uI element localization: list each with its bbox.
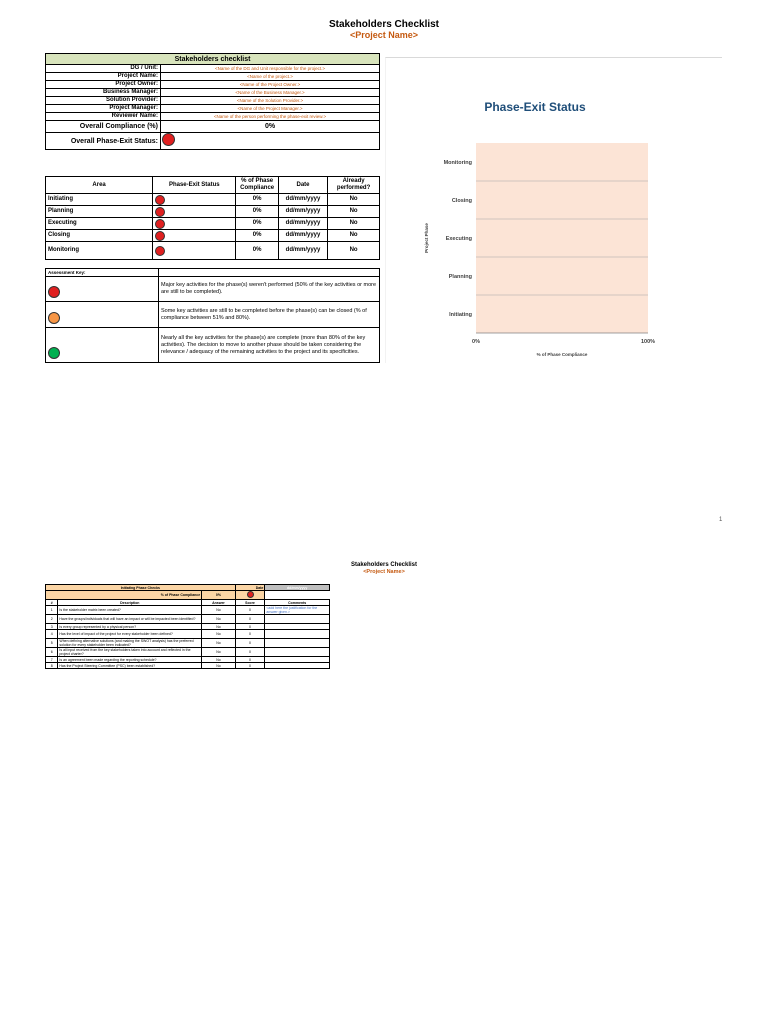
overall-status-label: Overall Phase-Exit Status: xyxy=(46,133,161,150)
area-performed[interactable]: No xyxy=(328,242,380,260)
checks-table xyxy=(45,584,330,669)
info-value[interactable]: <Name of the Solution Provider.> xyxy=(161,97,380,105)
key-orange-icon xyxy=(48,312,60,324)
check-answer[interactable]: No xyxy=(202,657,236,663)
info-row xyxy=(46,73,380,81)
info-value[interactable]: <Name of the DG and Unit responsible for the project.> xyxy=(161,65,380,73)
chart-x-tick-label: 100% xyxy=(640,339,656,345)
overall-compliance-value: 0% xyxy=(161,121,380,133)
check-comment[interactable] xyxy=(265,639,330,648)
info-row xyxy=(46,97,380,105)
area-row xyxy=(46,194,380,206)
checks-column-header: Answer xyxy=(202,600,236,606)
info-label: Solution Provider: xyxy=(46,97,161,105)
check-number: 1 xyxy=(46,606,58,615)
check-comment[interactable]: <add here the justification for the answer given.> xyxy=(265,606,330,615)
chart-plot-area xyxy=(476,143,648,333)
area-date[interactable]: dd/mm/yyyy xyxy=(278,218,327,230)
areas-column-header: % of Phase Compliance xyxy=(236,177,278,194)
check-answer[interactable]: No xyxy=(202,639,236,648)
info-row xyxy=(46,105,380,113)
checks-column-header: Score xyxy=(235,600,265,606)
info-value[interactable]: <Name of the Project Manager.> xyxy=(161,105,380,113)
area-status-cell xyxy=(153,206,236,218)
check-answer[interactable]: No xyxy=(202,648,236,657)
check-answer[interactable]: No xyxy=(202,624,236,630)
check-row xyxy=(46,606,330,615)
key-row xyxy=(46,328,380,363)
area-row xyxy=(46,230,380,242)
check-row xyxy=(46,639,330,648)
key-row xyxy=(46,302,380,328)
page-title: Stakeholders Checklist xyxy=(328,19,440,30)
page2-project-name: <Project Name> xyxy=(363,569,405,575)
check-number: 2 xyxy=(46,615,58,624)
check-description: When defining alternative solutions (and making the SWOT analysis) has the preferred solution for every stakeholder been indicated? xyxy=(58,639,202,648)
check-score: 0 xyxy=(235,606,265,615)
project-name: <Project Name> xyxy=(349,30,419,40)
info-row xyxy=(46,113,380,121)
check-score: 0 xyxy=(235,624,265,630)
page-number: 1 xyxy=(719,517,723,523)
info-label: Business Manager: xyxy=(46,89,161,97)
check-comment[interactable] xyxy=(265,663,330,669)
area-performed[interactable]: No xyxy=(328,194,380,206)
status-red-icon xyxy=(155,207,165,217)
check-number: 7 xyxy=(46,657,58,663)
check-answer[interactable]: No xyxy=(202,606,236,615)
chart-y-tick-label: Closing xyxy=(451,198,472,204)
chart-x-axis-label: % of Phase Compliance xyxy=(536,352,588,357)
check-score: 0 xyxy=(235,663,265,669)
check-row xyxy=(46,648,330,657)
area-performed[interactable]: No xyxy=(328,230,380,242)
status-red-icon xyxy=(155,231,165,241)
areas-column-header: Date xyxy=(278,177,327,194)
info-row xyxy=(46,89,380,97)
info-row xyxy=(46,81,380,89)
key-row xyxy=(46,277,380,302)
check-number: 5 xyxy=(46,639,58,648)
area-row xyxy=(46,206,380,218)
area-status-cell xyxy=(153,242,236,260)
check-description: Has the level of impact of the project for every stakeholder been defined? xyxy=(58,630,202,639)
info-label: Reviewer Name: xyxy=(46,113,161,121)
checks-column-header: Description xyxy=(58,600,202,606)
area-performed[interactable]: No xyxy=(328,218,380,230)
check-comment[interactable] xyxy=(265,648,330,657)
areas-column-header: Already performed? xyxy=(328,177,380,194)
key-icon-cell xyxy=(46,328,159,363)
key-text: Some key activities are still to be completed before the phase(s) can be closed (% of compliance between 51% and 80%). xyxy=(159,302,380,328)
check-score: 0 xyxy=(235,648,265,657)
phase-exit-chart xyxy=(385,57,722,363)
area-row xyxy=(46,218,380,230)
area-compliance: 0% xyxy=(236,242,278,260)
info-label: Project Name: xyxy=(46,73,161,81)
check-number: 6 xyxy=(46,648,58,657)
check-score: 0 xyxy=(235,639,265,648)
info-label: Project Manager: xyxy=(46,105,161,113)
date-value[interactable]: dd/mm/yyyy xyxy=(265,585,330,591)
check-number: 3 xyxy=(46,624,58,630)
compliance-status-cell xyxy=(235,591,265,600)
check-description: Is an agreement been made regarding the reporting schedule? xyxy=(58,657,202,663)
page2-title: Stakeholders Checklist xyxy=(350,562,418,568)
area-date[interactable]: dd/mm/yyyy xyxy=(278,194,327,206)
check-description: Is the stakeholder matrix been created? xyxy=(58,606,202,615)
check-score: 0 xyxy=(235,615,265,624)
area-name: Executing xyxy=(46,218,153,230)
status-red-icon xyxy=(155,246,165,256)
status-red-icon xyxy=(155,219,165,229)
check-description: Is all input received from the key stakeholders taken into account and reflected in the project charter? xyxy=(58,648,202,657)
area-name: Planning xyxy=(46,206,153,218)
key-text: Nearly all the key activities for the phase(s) are complete (more than 80% of the key activities). The decision to move to another phase should be taken considering the relevance / adequacy of the remaining activities to the project and its specificities. xyxy=(159,328,380,363)
info-value[interactable]: <Name of the person performing the phase-exit review.> xyxy=(161,113,380,121)
area-status-cell xyxy=(153,194,236,206)
status-red-icon xyxy=(155,195,165,205)
date-label: Date xyxy=(235,585,265,591)
chart-y-tick-label: Planning xyxy=(448,274,472,280)
areas-column-header: Area xyxy=(46,177,153,194)
key-text: Major key activities for the phase(s) weren't performed (50% of the key activities or more are still to be completed). xyxy=(159,277,380,302)
checks-column-header: # xyxy=(46,600,58,606)
area-compliance: 0% xyxy=(236,218,278,230)
chart-y-axis-label: Project Phase xyxy=(424,223,429,253)
area-row xyxy=(46,242,380,260)
area-name: Initiating xyxy=(46,194,153,206)
checks-column-header: Comments xyxy=(265,600,330,606)
check-row xyxy=(46,630,330,639)
overall-compliance-label: Overall Compliance (%) xyxy=(46,121,161,133)
check-description: Is every group represented by a physical person? xyxy=(58,624,202,630)
area-date[interactable]: dd/mm/yyyy xyxy=(278,230,327,242)
info-value[interactable]: <Name of the Project Owner.> xyxy=(161,81,380,89)
key-icon-cell xyxy=(46,302,159,328)
info-label: Project Owner: xyxy=(46,81,161,89)
chart-y-tick-label: Executing xyxy=(445,236,472,242)
area-date[interactable]: dd/mm/yyyy xyxy=(278,242,327,260)
areas-table xyxy=(45,176,380,260)
area-status-cell xyxy=(153,230,236,242)
status-red-icon xyxy=(247,591,254,598)
info-value[interactable]: <Name of the Business Manager.> xyxy=(161,89,380,97)
chart-y-tick-label: Initiating xyxy=(449,312,472,318)
area-date[interactable]: dd/mm/yyyy xyxy=(278,206,327,218)
phase-exit-chart-svg xyxy=(386,58,722,363)
chart-y-tick-label: Monitoring xyxy=(443,160,472,166)
check-answer[interactable]: No xyxy=(202,630,236,639)
info-value[interactable]: <Name of the project.> xyxy=(161,73,380,81)
info-label: DG / Unit: xyxy=(46,65,161,73)
check-row xyxy=(46,663,330,669)
area-compliance: 0% xyxy=(236,206,278,218)
check-score: 0 xyxy=(235,657,265,663)
status-red-icon xyxy=(162,133,175,146)
areas-column-header: Phase-Exit Status xyxy=(153,177,236,194)
info-header: Stakeholders checklist xyxy=(46,54,380,65)
check-score: 0 xyxy=(235,630,265,639)
area-compliance: 0% xyxy=(236,194,278,206)
area-name: Monitoring xyxy=(46,242,153,260)
chart-x-tick-label: 0% xyxy=(472,339,480,345)
check-description: Have the groups/individuals that will have an impact or will be impacted been identified? xyxy=(58,615,202,624)
compliance-label: % of Phase Compliance xyxy=(46,591,202,600)
area-status-cell xyxy=(153,218,236,230)
check-description: Has the Project Steering Committee (PSC) been established? xyxy=(58,663,202,669)
area-performed[interactable]: No xyxy=(328,206,380,218)
check-comment[interactable] xyxy=(265,630,330,639)
check-answer[interactable]: No xyxy=(202,615,236,624)
checks-header: Initiating Phase Checks xyxy=(46,585,236,591)
check-comment[interactable] xyxy=(265,615,330,624)
key-red-icon xyxy=(48,286,60,298)
check-row xyxy=(46,615,330,624)
compliance-value: 0% xyxy=(202,591,236,600)
area-compliance: 0% xyxy=(236,230,278,242)
assessment-key-table xyxy=(45,268,380,363)
info-row xyxy=(46,65,380,73)
area-name: Closing xyxy=(46,230,153,242)
key-header: Assessment Key: xyxy=(46,269,159,277)
check-answer[interactable]: No xyxy=(202,663,236,669)
info-table xyxy=(45,53,380,150)
check-number: 8 xyxy=(46,663,58,669)
chart-title: Phase-Exit Status xyxy=(484,100,586,114)
key-green-icon xyxy=(48,347,60,359)
check-number: 4 xyxy=(46,630,58,639)
key-icon-cell xyxy=(46,277,159,302)
overall-status-cell xyxy=(161,133,380,150)
